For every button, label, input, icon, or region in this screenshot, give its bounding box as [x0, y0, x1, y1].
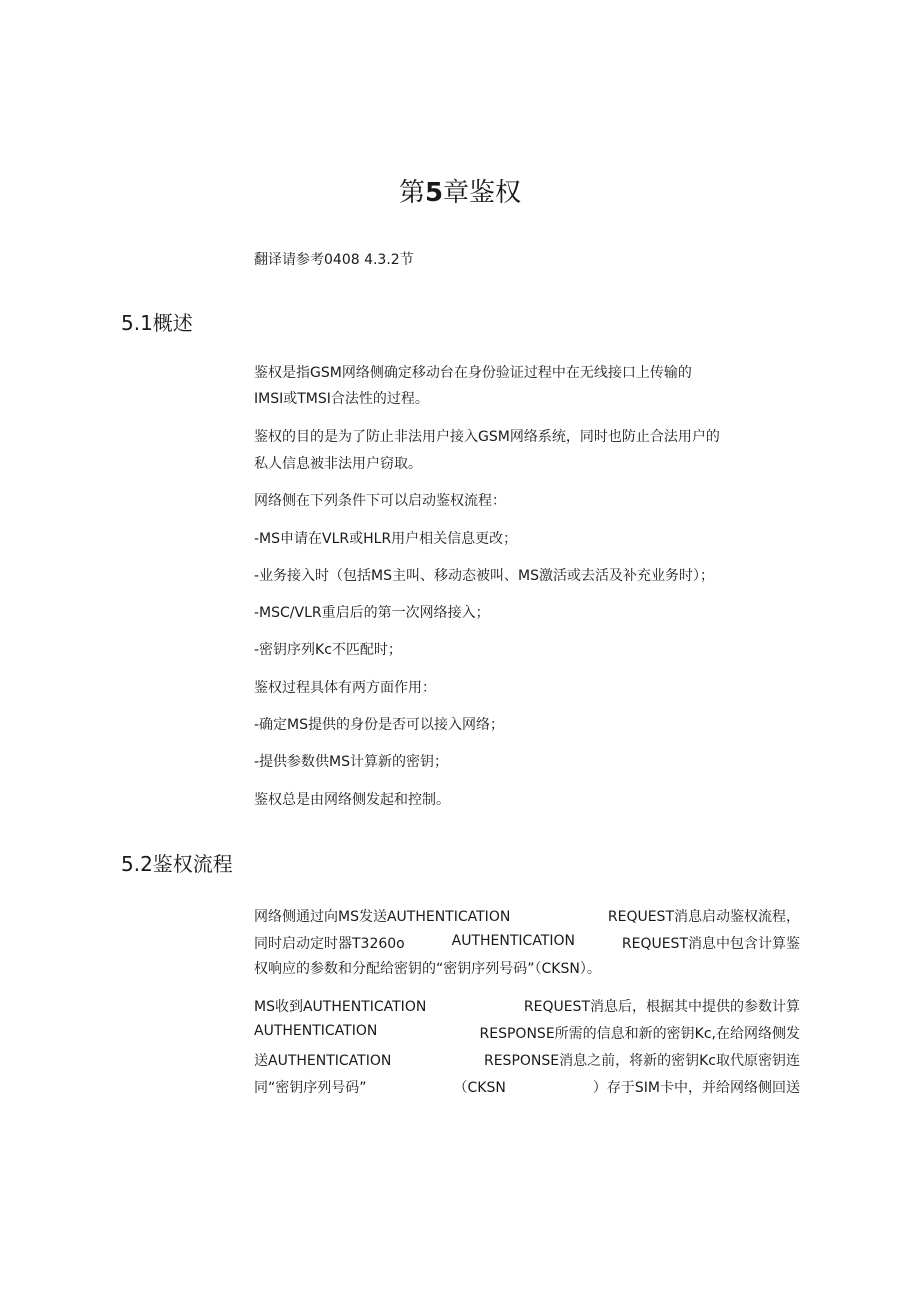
s52-p2-l1-b: REQUEST消息后，根据其中提供的参数计算 — [523, 999, 800, 1015]
s52-p1-l1-b: REQUEST消息启动鉴权流程， — [607, 909, 800, 925]
s52-p1-line-2 — [254, 933, 800, 953]
chapter-number: 5 — [424, 178, 444, 208]
s52-p2-l3-b: RESPONSE消息之前，将新的密钥Kc取代原密钥连 — [483, 1053, 800, 1069]
chapter-title-pre: 第 — [398, 178, 425, 208]
s52-p1-l1-a: 网络侧通过向MS发送AUTHENTICATION — [254, 909, 511, 925]
s51-line-12: -提供参数供MS计算新的密钥； — [254, 754, 449, 770]
s52-p2-l3-a: 送AUTHENTICATION — [254, 1053, 392, 1069]
s52-p2-l4-c: ）存于SIM卡中，并给网络侧回送 — [592, 1080, 800, 1096]
s51-line-5: 网络侧在下列条件下可以启动鉴权流程： — [254, 493, 506, 509]
s51-line-3: 鉴权的目的是为了防止非法用户接入GSM网络系统，同时也防止合法用户的 — [254, 429, 720, 445]
s52-p1-l2-c: REQUEST消息中包含计算鉴 — [621, 936, 800, 952]
s52-p2-l4-a: 同“密钥序列号码” — [254, 1080, 367, 1096]
chapter-title — [0, 172, 920, 209]
s52-p2-line-4 — [254, 1077, 800, 1097]
s51-line-8: -MSC/VLR重启后的第一次网络接入； — [254, 605, 490, 621]
s51-line-9: -密钥序列Kc不匹配时； — [254, 642, 402, 658]
s52-p2-line-2 — [254, 1023, 800, 1043]
s51-line-2: IMSI或TMSI合法性的过程。 — [254, 391, 429, 407]
s52-p1-line-1 — [254, 906, 800, 926]
s52-p2-l2-b: RESPONSE所需的信息和新的密钥Kc,在给网络侧发 — [479, 1026, 800, 1042]
s51-line-7: -业务接入时（包括MS主叫、移动态被叫、MS激活或去活及补充业务时）； — [254, 568, 714, 584]
s52-p2-line-3 — [254, 1050, 800, 1070]
s52-p2-l2-a: AUTHENTICATION — [254, 1023, 378, 1039]
s51-line-4: 私人信息被非法用户窃取。 — [254, 456, 422, 472]
s52-p2-line-1 — [254, 996, 800, 1016]
s52-p1-l2-b: AUTHENTICATION — [451, 933, 575, 949]
s52-p1-line-3: 权响应的参数和分配给密钥的“密钥序列号码”（CKSN）。 — [254, 961, 601, 977]
s51-line-6: -MS申请在VLR或HLR用户相关信息更改； — [254, 531, 518, 547]
s51-line-1: 鉴权是指GSM网络侧确定移动台在身份验证过程中在无线接口上传输的 — [254, 365, 692, 381]
section-heading-5-2: 5.2鉴权流程 — [121, 852, 233, 876]
chapter-title-post: 章鉴权 — [443, 178, 522, 208]
s52-p2-l1-a: MS收到AUTHENTICATION — [254, 999, 427, 1015]
s52-p2-l4-b: （CKSN — [453, 1080, 506, 1096]
s52-p1-l2-a: 同时启动定时器T3260o — [254, 936, 405, 952]
s51-line-10: 鉴权过程具体有两方面作用： — [254, 680, 436, 696]
s51-line-11: -确定MS提供的身份是否可以接入网络； — [254, 717, 505, 733]
s51-line-13: 鉴权总是由网络侧发起和控制。 — [254, 792, 450, 808]
translation-note: 翻译请参考0408 4.3.2节 — [254, 252, 414, 268]
section-heading-5-1: 5.1概述 — [121, 311, 193, 335]
